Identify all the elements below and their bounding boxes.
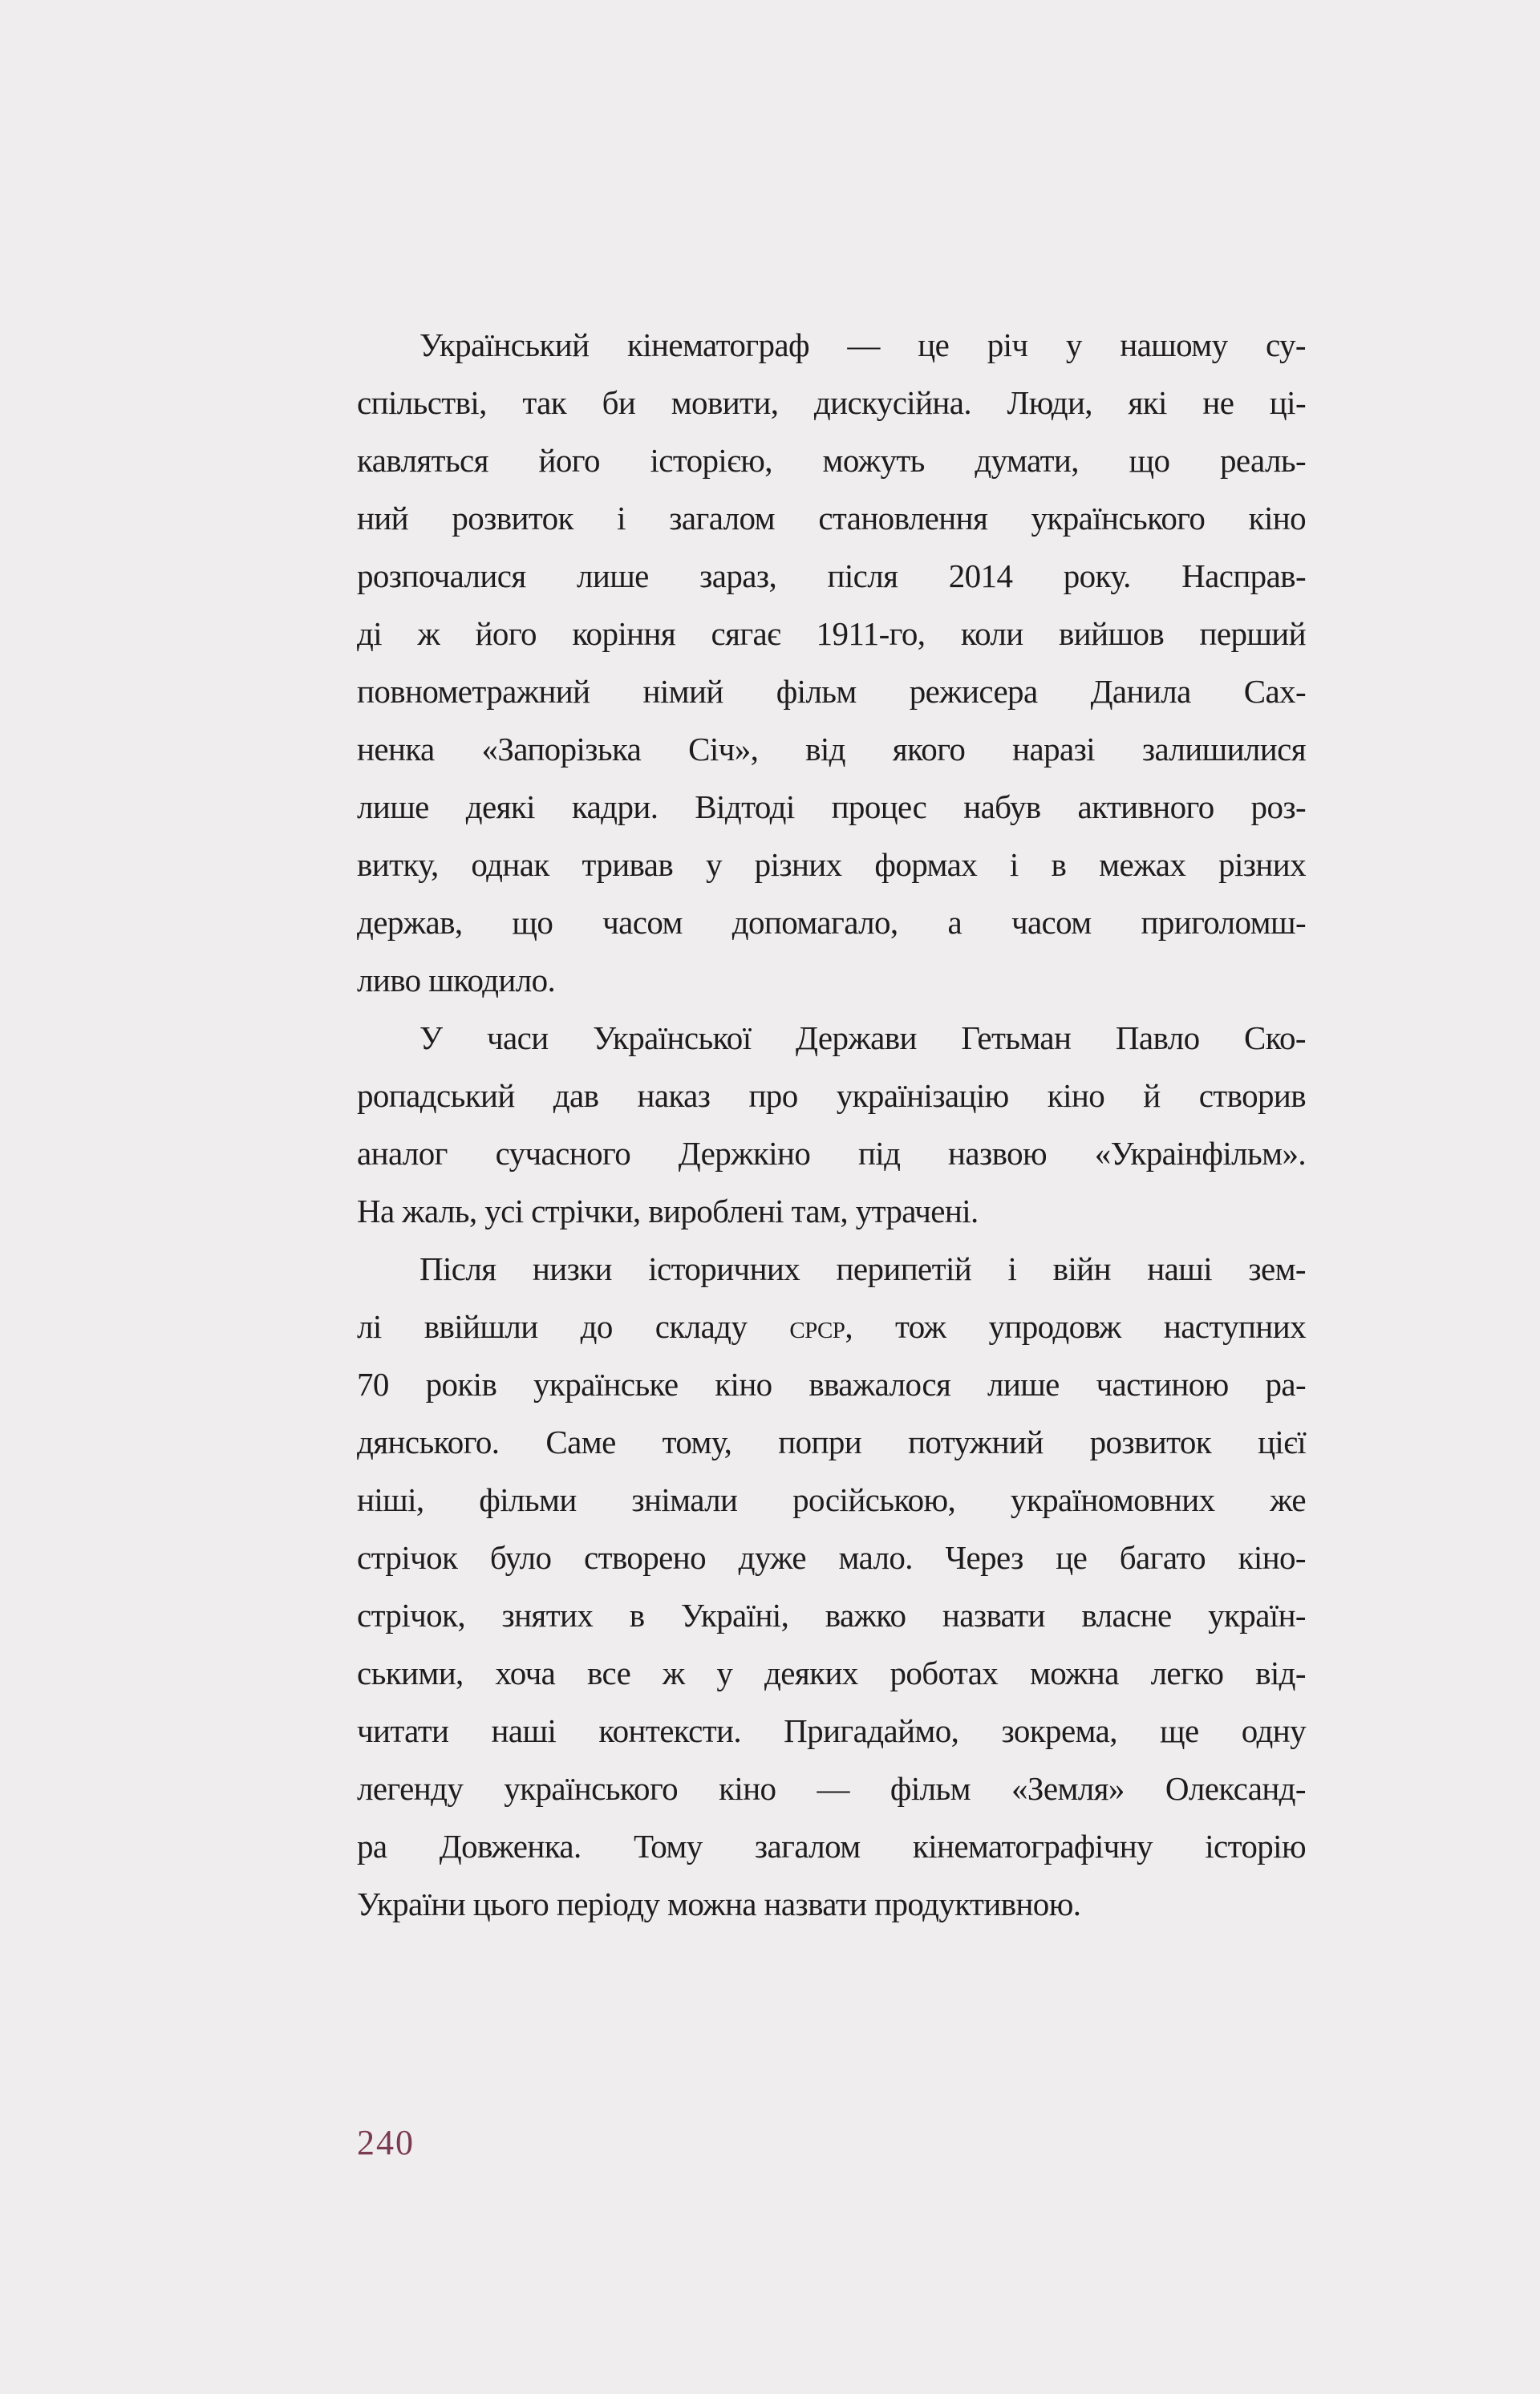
text-line: держав, що часом допомагало, а часом приголомш- [357, 904, 1306, 941]
paragraph-1 [357, 322, 1306, 1015]
text-line: читати наші контексти. Пригадаймо, зокрема, ще одну [357, 1712, 1306, 1749]
text-line: ді ж його коріння сягає 1911-го, коли вийшов перший [357, 615, 1306, 652]
text-line: витку, однак тривав у різних формах і в межах різних [357, 846, 1306, 883]
text-line: спільстві, так би мовити, дискусійна. Люди, які не ці- [357, 384, 1306, 421]
text-line: аналог сучасного Держкіно під назвою «Украінфільм». [357, 1135, 1306, 1172]
text-line: легенду українського кіно — фільм «Земля» Олександ- [357, 1770, 1306, 1807]
paragraph-2 [357, 1015, 1306, 1246]
text-line: розпочалися лише зараз, після 2014 року. Насправ- [357, 557, 1306, 594]
text-line: ропадський дав наказ про українізацію кіно й створив [357, 1077, 1306, 1114]
text-line: Після низки історичних перипетій і війн наші зем- [419, 1250, 1306, 1287]
body-text [357, 322, 1306, 1938]
text-line: ливо шкодило. [357, 962, 556, 999]
text-line: лише деякі кадри. Відтоді процес набув активного роз- [357, 788, 1306, 825]
page-number: 240 [357, 2123, 415, 2162]
text-line: дянського. Саме тому, попри потужний розвиток цієї [357, 1424, 1306, 1460]
text-line: ськими, хоча все ж у деяких роботах можна легко від- [357, 1655, 1306, 1691]
text-line: ний розвиток і загалом становлення українського кіно [357, 500, 1306, 537]
paragraph-3 [357, 1246, 1306, 1938]
text-fragment: , тож упродовж наступних [845, 1308, 1306, 1345]
text-fragment: лі ввійшли до складу [357, 1308, 790, 1345]
text-line: кавляться його історією, можуть думати, що реаль- [357, 442, 1306, 479]
text-line: України цього періоду можна назвати продуктивною. [357, 1886, 1081, 1922]
text-line: Український кінематограф — це річ у нашому су- [419, 326, 1306, 363]
text-line: ненка «Запорізька Січ», від якого наразі залишилися [357, 731, 1306, 768]
text-line: ніші, фільми знімали російською, україномовних же [357, 1481, 1306, 1518]
text-line: стрічок, знятих в Україні, важко назвати власне україн- [357, 1597, 1306, 1634]
text-line: 70 років українське кіно вважалося лише частиною ра- [357, 1366, 1306, 1403]
text-line: На жаль, усі стрічки, вироблені там, утрачені. [357, 1193, 979, 1229]
text-line: У часи Української Держави Гетьман Павло Ско- [419, 1019, 1306, 1056]
text-line: стрічок було створено дуже мало. Через це багато кіно- [357, 1539, 1306, 1576]
text-line: ра Довженка. Тому загалом кінематографічну історію [357, 1828, 1306, 1865]
abbreviation-small-caps: срср [789, 1308, 845, 1345]
text-line [357, 1303, 1306, 1361]
text-line: повнометражний німий фільм режисера Данила Сах- [357, 673, 1306, 710]
